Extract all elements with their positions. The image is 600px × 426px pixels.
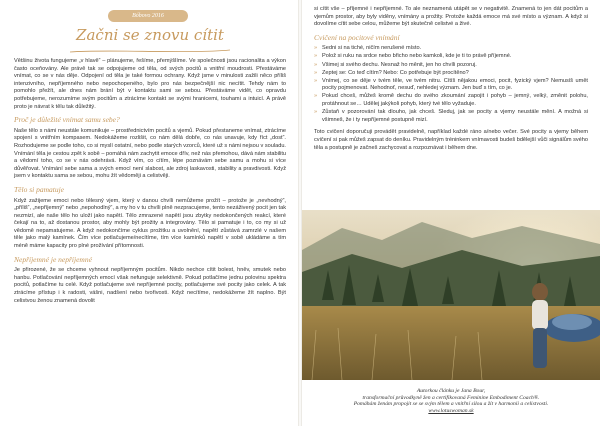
right-page <box>302 0 600 426</box>
landscape-photo <box>302 210 600 380</box>
woman-figure <box>532 283 548 368</box>
memory-paragraph: Když zažijeme emoci nebo tělesný vjem, který v danou chvíli nemůžeme prožít – protože je „nevhodný“, „příliš“, „nepříjemný“ nebo „nepohodlný“, a my ho v tu chvíli plně nezpracujeme, tento nezáživený pocit jen tak nezmizí, ale naše tělo ho uloží jako napětí. Tělo zmrazené napětí jsou zbytky nedokončených reakcí, které čekají na to, až dostanou prostor, aby mohly být prožity a integrovány. Tělo si pamatuje i to, co my si už vědomě nepamatujeme. A když nedokončíme cyklus prožitku a uvolnění, napětí zůstává zamrzlé v našem těle jako malý kamínek. Čím více potlačujeme/necítíme, tím více kamínků napětí v sobě ukládáme a tím méně máme kapacity pro plné prožívání přítomnosti. <box>14 197 286 250</box>
heading-memory: Tělo si pamatuje <box>14 184 64 194</box>
title-swash-icon <box>68 48 232 54</box>
author-website-link[interactable]: www.lotuswoman.sk <box>428 407 474 414</box>
exercise-step: » Všimej si svého dechu. Nesnaž ho měnit, jen ho chvíli pozoruj. <box>314 62 588 70</box>
article-title: Začni se znovu cítit <box>76 26 224 44</box>
heading-unpleasant: Nepříjemné je nepříjemné <box>14 254 92 264</box>
caption-line: transformační průvodkyně žen a certifikovaná Feminine Embodiment Coach®. <box>362 394 540 401</box>
left-page <box>0 0 298 426</box>
heading-exercise: Cvičení na pocitové vnímání <box>314 32 400 42</box>
exercise-step: » Zeptej se: Co teď cítím? Nebo: Co potřebuje být procítěno? <box>314 70 588 78</box>
exercise-step: » Polož si ruku na srdce nebo břicho nebo kamkoli, kde je ti to právě příjemné. <box>314 53 588 61</box>
exercise-step: » Sedni si na tiché, ničím nerušené místo. <box>314 45 588 53</box>
left-column <box>14 58 286 310</box>
continued-paragraph: si cítit vše – příjemné i nepříjemné. To ale neznamená utápět se v negativitě. Znamená to jen dát pocitům a vjemům prostor, aby byly viděny, vnímány a prožity. Protože každá emoce má své místo a význam. A když si dovolíme cítit sebe celou, můžeme být skutečně celistvé a živé. <box>314 6 588 28</box>
issue-banner: Bóbovo 2016 <box>108 10 188 22</box>
exercise-steps <box>314 45 588 124</box>
author-caption <box>302 388 600 414</box>
why-paragraph: Naše tělo s námi neustále komunikuje – prostřednictvím pocitů a vjemů. Pokud přestaneme vnímat, ztrácíme spojení s vnitřním kompasem. Nedokážeme rozlišit, co nám dělá dobře, co nás unavuje, kdy říct „dost“. Rozhodujeme se podle toho, co si myslí ostatní, nebo podle starých vzorců, které už s námi nejsou v souladu. Vnímání těla je cestou zpět k sobě – pomáhá nám zachytit emoce dřív, než nás přemohou, dává nám stabilitu a vědomí toho, co se v nás odehrává. Když vím, co cítím, lépe poznávám sebe samu a mohu si více důvěřovat. Vnímání sebe sama a svých emocí není slabost, ale zdroj laskavosti, stability a pravdivosti. Když jsem v kontaktu sama se sebou, mohu žít vědoměji a celistvěji. <box>14 127 286 180</box>
caption-line: Pomáhám ženám propojit se se svým tělem a vnitřní silou a žít v harmonii a celistvosti. <box>353 401 549 408</box>
caption-line: Autorkou článku je Jana Bour, <box>416 388 486 394</box>
heading-why: Proč je důležité vnímat samu sebe? <box>14 115 120 125</box>
exercise-step: » Zůstaň v pozorování tak dlouho, jak chceš. Sleduj, jak se pocity a vjemy neustále mění. A možná si všimneš, že i ty nepříjemné postupně mizí. <box>314 109 588 124</box>
after-paragraph: Toto cvičení doporučuji provádět pravidelně, například každé ráno a/nebo večer. Své pocity a vjemy během cvičení si pak můžeš zapsat do deníku. Pravidelným tréninkem vnímavosti budeš bdělejší vůči signálům svého těla a postupně je začneš zachycovat a rozpoznávat i během dne. <box>314 129 588 151</box>
right-column <box>314 6 588 157</box>
intro-paragraph: Většinu života fungujeme „v hlavě“ – plánujeme, řešíme, přemýšlíme. Ve společnosti jsou racionalita a výkon často oceňovány. Ale právě tak se odpojujeme od těla, od svých pocitů a vnitřní moudrosti. Přestáváme vnímat, co se v nás děje. Odpojení od těla je také formou ochrany. Když jsme v minulosti zažili něco příliš intenzivního, nepříjemného nebo nepochopeného, bylo pro nás bezpečnější nic necítit. Tehdy nám to pomohlo přežít, ale dnes nám brání být v kontaktu sami se sebou. Přestáváme vidět, co opravdu potřebujeme, nerozumíme svým pocitům a ztrácíme kontakt se svými hranicemi, touhami a intuicí. A právě proto je návrat k tělu tak důležitý. <box>14 58 286 110</box>
exercise-step: » Vnímej, co se děje v tvém těle, ve tvém nitru. Cítíš nějakou emoci, pocit, fyzický vjem? Nemusíš umět pocity pojmenovat. Nehodnoť, nesuď, nehledej význam. Jen buď s tím, co je. <box>314 78 588 93</box>
unpleasant-paragraph: Je přirozené, že se chceme vyhnout nepříjemným pocitům. Nikdo nechce cítit bolest, hněv, smutek nebo hanbu. Potlačování nepříjemných emocí však nefunguje selektivně. Pokud potlačíme jednu polovinu spektra pocitů, potlačíme tu celé. Když potlačujeme své nepříjemné pocity, potlačujeme své pocity jako celek. A tak ztrácíme přístup i k radosti, vášni, nadšení nebo tvořivosti. Když necítíme, nedokážeme žít naplno. Být celistvou ženou znamená dovolit <box>14 267 286 304</box>
exercise-step: » Pokud chceš, můžeš kromě dechu do svého zkoumání zapojit i pohyb – jemný, velký, změnit polohu, protáhnout se… Udělej jakýkoli pohyb, který tvé tělo vyžaduje. <box>314 93 588 108</box>
